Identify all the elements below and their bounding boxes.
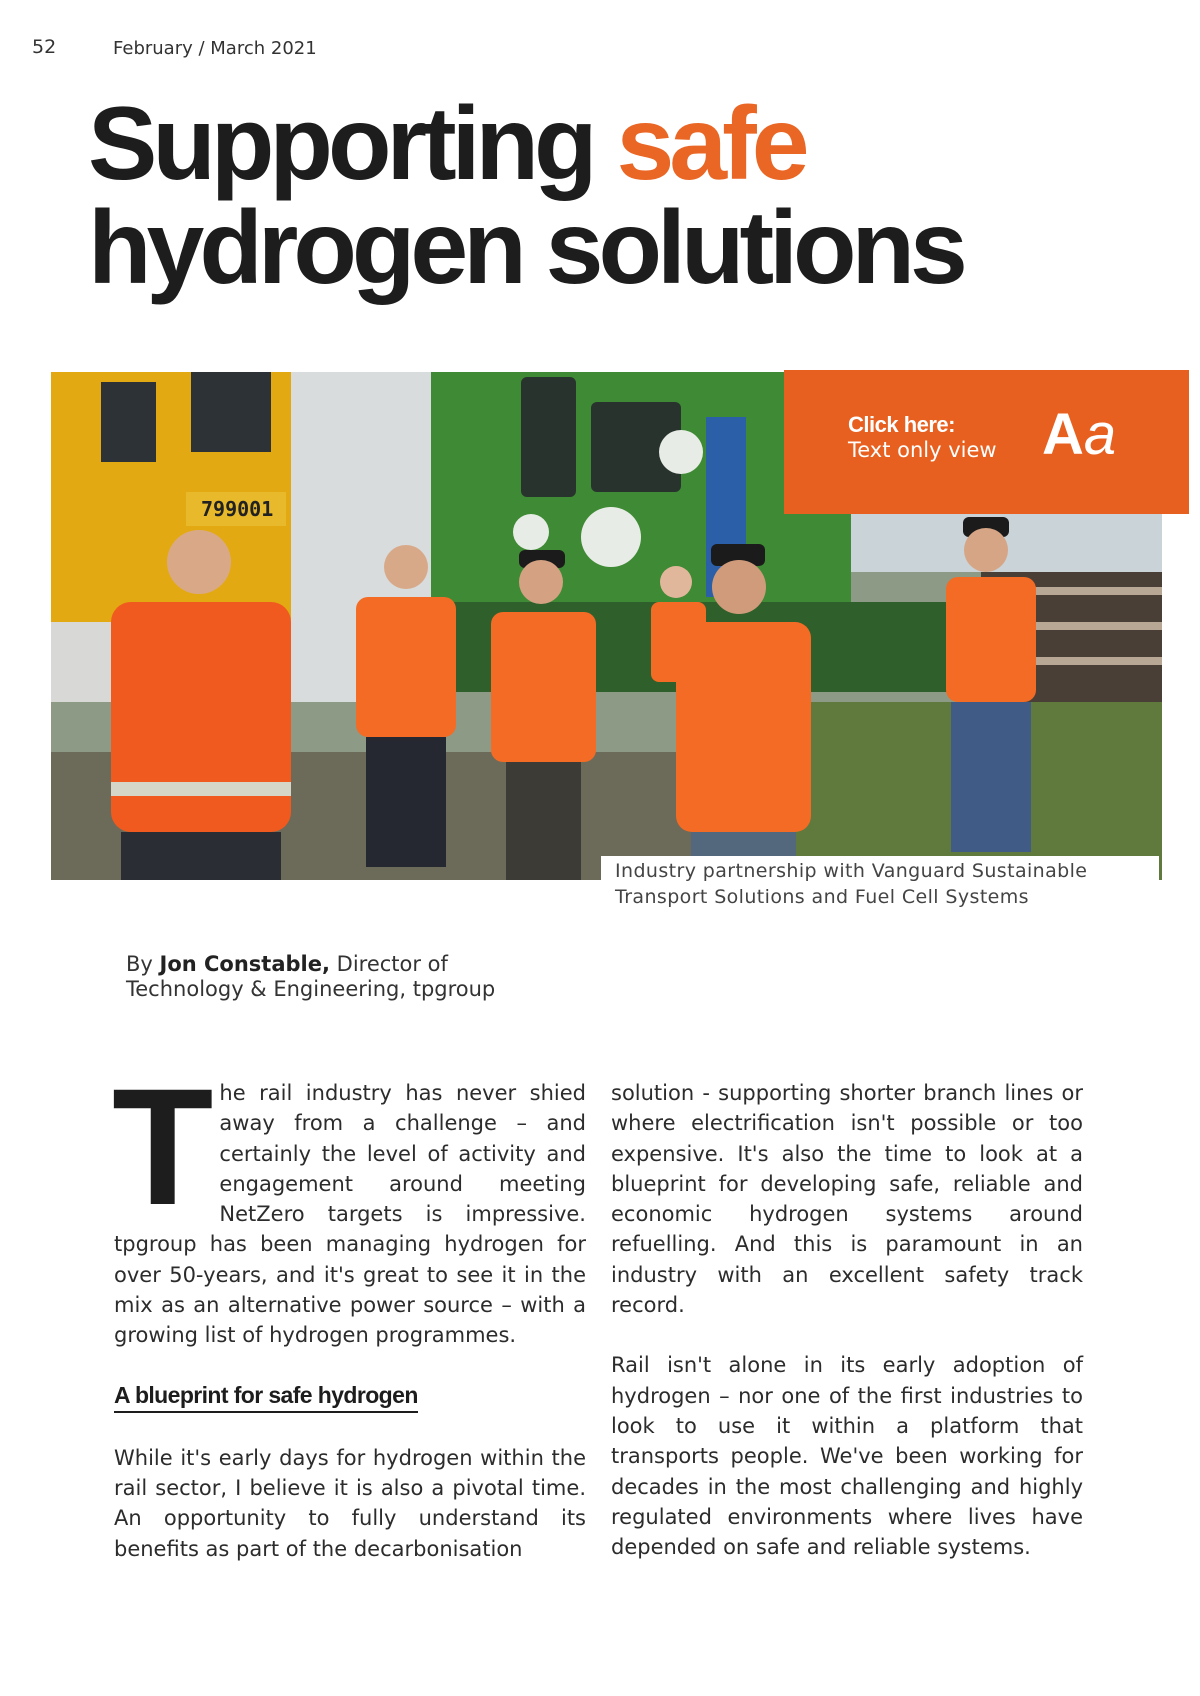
intro-text: he rail industry has never shied away from a challenge – and certainly the level of activity and engagement around meeting NetZero targets is impressive. tpgroup has been managing hydrogen for over 50-years, and it's great to see it in the mix as an alternative power source – with a growing list of hydrogen programmes. [114,1081,586,1348]
section-subhead: A blueprint for safe hydrogen [114,1381,418,1413]
photo-caption: Industry partnership with Vanguard Sustainable Transport Solutions and Fuel Cell Systems [601,856,1159,914]
text-only-view-button[interactable] [784,370,1189,514]
issue-date: February / March 2021 [113,38,317,59]
click-here-label: Click here: [848,412,955,437]
intro-paragraph [112,1055,586,1351]
article-column-right [611,1078,1083,1562]
text-only-view-label: Text only view [848,438,997,462]
byline-author: Jon Constable, [159,952,330,976]
byline-role: Director of Technology & Engineering, tpgroup [126,952,496,1001]
byline-prefix: By [126,952,160,976]
train-number: 799001 [201,497,274,521]
text-size-icon: Aa [1042,402,1117,467]
article-column-left [112,1055,586,1564]
headline [88,86,963,306]
body-paragraph-3: Rail isn't alone in its early adoption of hydrogen – nor one of the first industries to look to use it within a platform that transports people. We've been working for decades in the most challenging and highly regulated environments where lives have depended on safe and reliable systems. [611,1353,1083,1560]
byline [126,952,546,1002]
drop-cap: T [112,1055,214,1240]
body-paragraph-2: While it's early days for hydrogen within the rail sector, I believe it is also a pivotal time. An opportunity to fully understand its benefits as part of the decarbonisation [114,1445,586,1561]
page-number: 52 [32,36,57,58]
body-paragraph-2-continued: solution - supporting shorter branch lines or where electrification isn't possible or too expensive. It's also the time to look at a blueprint for developing safe, reliable and economic hydrogen systems around refuelling. And this is paramount in an industry with an excellent safety track record. [611,1081,1083,1318]
headline-part2: hydrogen solutions [88,190,963,306]
headline-accent: safe [616,86,805,202]
headline-part1: Supporting [88,86,617,202]
